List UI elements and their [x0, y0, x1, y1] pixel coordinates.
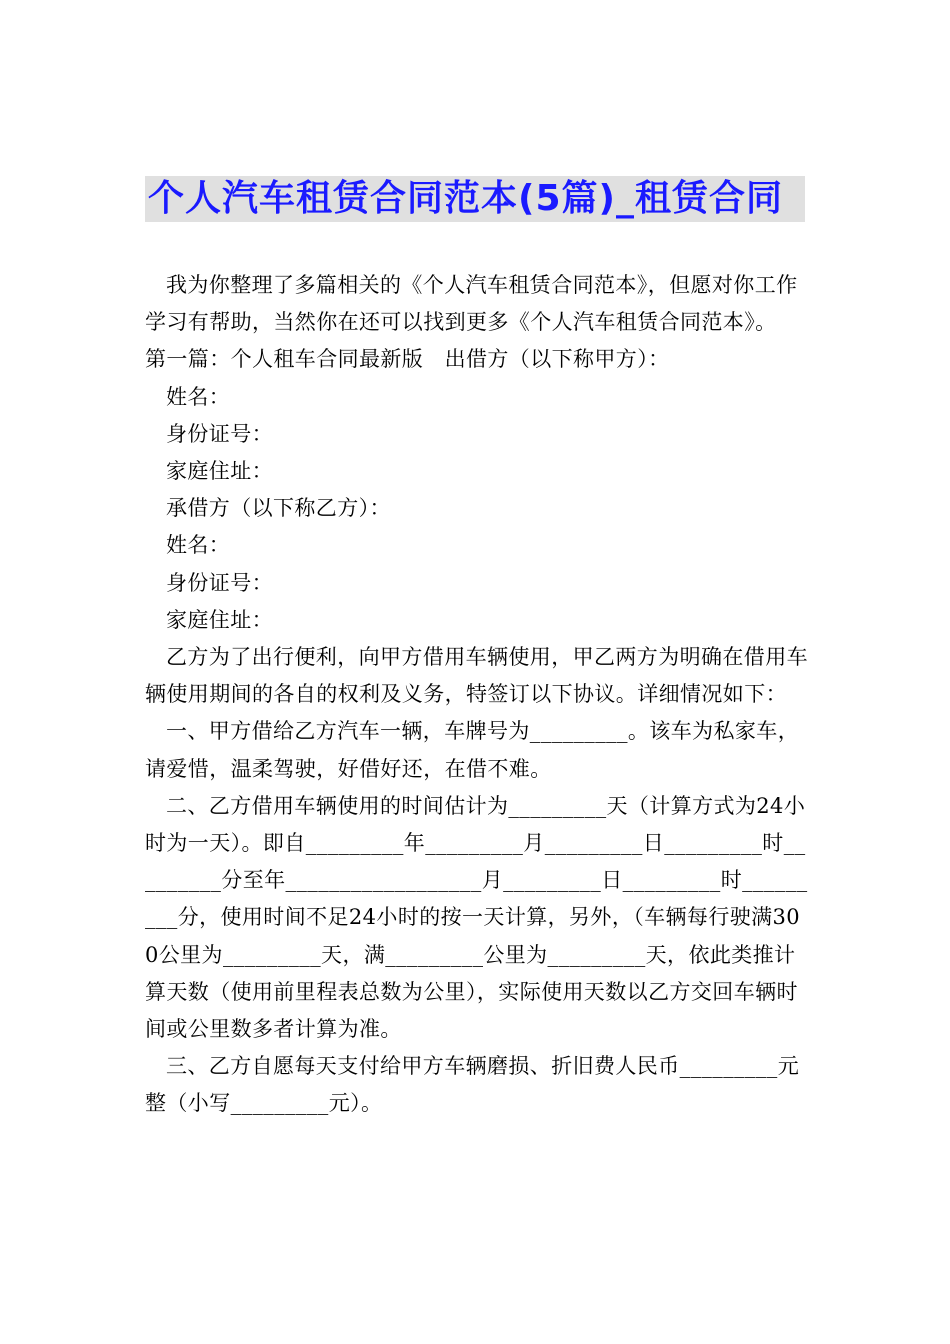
paragraph-borrower-name: 姓名： — [166, 533, 231, 558]
paragraph-borrower-heading: 承借方（以下称乙方）： — [166, 496, 391, 521]
document-body — [145, 267, 810, 1123]
paragraph-clause-1: 一、甲方借给乙方汽车一辆，车牌号为_________。该车为私家车，请爱惜，温柔驾驶，好借好还，在借不难。 — [145, 719, 800, 781]
paragraph-lender-address: 家庭住址： — [166, 459, 273, 484]
paragraph-purpose: 乙方为了出行便利，向甲方借用车辆使用，甲乙两方为明确在借用车辆使用期间的各自的权利及义务，特签订以下协议。详细情况如下： — [145, 645, 808, 707]
paragraph-lender-name: 姓名： — [166, 384, 231, 409]
paragraph-intro: 我为你整理了多篇相关的《个人汽车租赁合同范本》，但愿对你工作学习有帮助，当然你在还可以找到更多《个人汽车租赁合同范本》。 — [145, 273, 798, 335]
paragraph-borrower-address: 家庭住址： — [166, 607, 273, 632]
paragraph-section-heading: 第一篇：个人租车合同最新版 出借方（以下称甲方）： — [145, 347, 670, 372]
document-title: 个人汽车租赁合同范本(5篇)_租赁合同 — [148, 178, 783, 219]
paragraph-clause-2: 二、乙方借用车辆使用的时间估计为_________天（计算方式为24小时为一天）。即自_________年_________月_________日_________时_________分至年__________________月_________日_________时_________分，使用时间不足24小时的按一天计算，另外，（车辆每行驶满300公里为_________天，满_________公里为_________天，依此类推计算天数（使用前里程表总数为公里），实际使用天数以乙方交回车辆时间或公里数多者计算为准。 — [145, 793, 808, 1042]
paragraph-borrower-id: 身份证号： — [166, 570, 273, 595]
paragraph-lender-id: 身份证号： — [166, 421, 273, 446]
paragraph-clause-3: 三、乙方自愿每天支付给甲方车辆磨损、折旧费人民币_________元整（小写_________元）。 — [145, 1054, 800, 1116]
